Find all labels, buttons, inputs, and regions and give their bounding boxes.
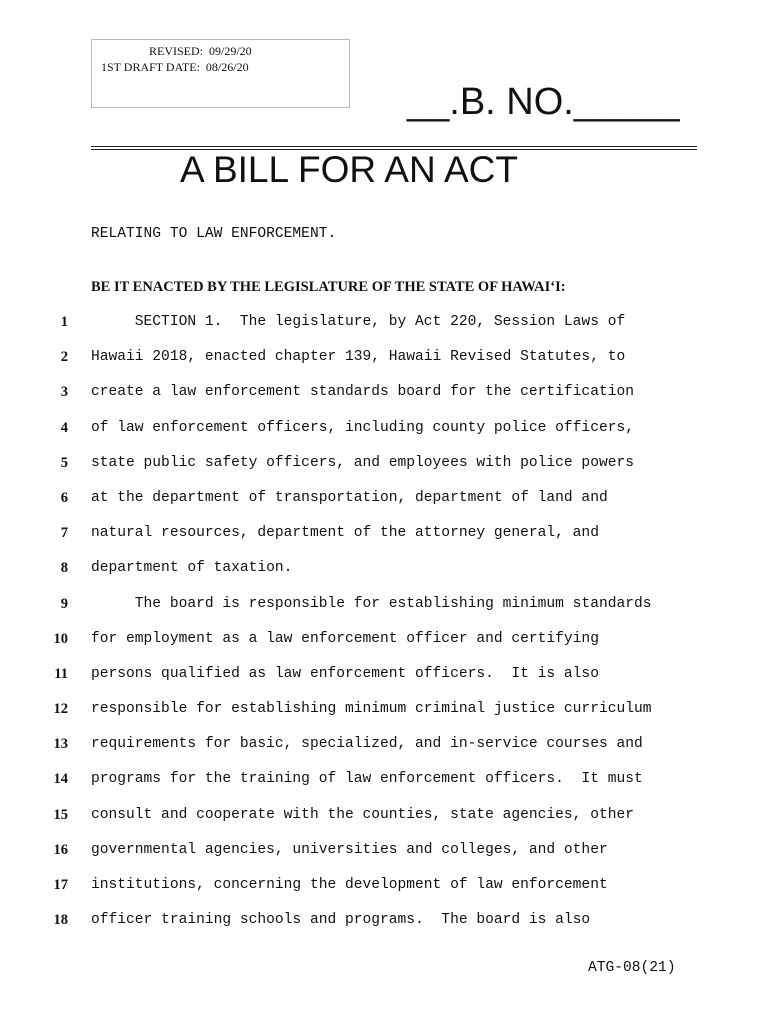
numbered-line xyxy=(0,728,770,763)
line-number: 13 xyxy=(53,736,68,753)
numbered-line xyxy=(0,869,770,904)
numbered-line xyxy=(0,482,770,517)
enacting-clause: BE IT ENACTED BY THE LEGISLATURE OF THE STATE OF HAWAI‘I: xyxy=(91,279,566,295)
line-text: state public safety officers, and employees with police powers xyxy=(91,454,634,471)
line-text: at the department of transportation, department of land and xyxy=(91,489,608,506)
line-number: 6 xyxy=(60,489,68,506)
relating-clause: RELATING TO LAW ENFORCEMENT. xyxy=(91,226,337,242)
numbered-line xyxy=(0,447,770,482)
line-text: requirements for basic, specialized, and in-service courses and xyxy=(91,736,643,753)
numbered-line xyxy=(0,552,770,587)
line-text: of law enforcement officers, including county police officers, xyxy=(91,419,634,436)
line-number: 3 xyxy=(60,384,68,401)
numbered-line xyxy=(0,517,770,552)
line-number: 18 xyxy=(53,912,68,929)
line-number: 10 xyxy=(53,630,68,647)
numbered-line xyxy=(0,341,770,376)
line-text: officer training schools and programs. The board is also xyxy=(91,912,591,929)
line-number: 1 xyxy=(60,314,68,330)
numbered-line xyxy=(0,763,770,798)
line-number: 16 xyxy=(53,841,68,858)
line-number: 8 xyxy=(60,560,68,577)
bill-number: __.B. NO._____ xyxy=(407,81,680,123)
line-number: 9 xyxy=(60,595,68,612)
line-number: 15 xyxy=(53,806,68,823)
first-draft-date: 1ST DRAFT DATE: 08/26/20 xyxy=(101,60,249,74)
line-text: SECTION 1. The legislature, by Act 220, Session Laws of xyxy=(91,314,626,330)
numbered-line xyxy=(0,376,770,411)
numbered-line xyxy=(0,306,770,341)
numbered-line xyxy=(0,658,770,693)
line-text: persons qualified as law enforcement officers. It is also xyxy=(91,665,599,682)
line-number: 4 xyxy=(60,419,68,436)
revised-date: REVISED: 09/29/20 xyxy=(149,44,252,58)
line-text: for employment as a law enforcement officer and certifying xyxy=(91,630,599,647)
line-text: programs for the training of law enforcement officers. It must xyxy=(91,771,643,788)
numbered-line xyxy=(0,904,770,939)
numbered-line xyxy=(0,588,770,623)
line-text: The board is responsible for establishing minimum standards xyxy=(91,595,652,612)
line-number: 7 xyxy=(60,525,68,542)
line-text: department of taxation. xyxy=(91,560,293,577)
line-number: 5 xyxy=(60,454,68,471)
bill-title: A BILL FOR AN ACT xyxy=(180,149,518,190)
line-text: governmental agencies, universities and colleges, and other xyxy=(91,841,608,858)
numbered-line xyxy=(0,412,770,447)
bill-body xyxy=(0,306,770,939)
line-number: 12 xyxy=(53,701,68,718)
line-number: 11 xyxy=(54,665,68,682)
line-text: responsible for establishing minimum criminal justice curriculum xyxy=(91,701,652,718)
document-code: ATG-08(21) xyxy=(588,960,676,976)
line-number: 14 xyxy=(53,771,68,788)
numbered-line xyxy=(0,623,770,658)
line-text: create a law enforcement standards board for the certification xyxy=(91,384,634,401)
line-number: 2 xyxy=(60,349,68,366)
line-text: Hawaii 2018, enacted chapter 139, Hawaii Revised Statutes, to xyxy=(91,349,626,366)
line-number: 17 xyxy=(53,877,68,893)
line-text: institutions, concerning the development of law enforcement xyxy=(91,877,608,893)
numbered-line xyxy=(0,799,770,834)
numbered-line xyxy=(0,693,770,728)
line-text: natural resources, department of the attorney general, and xyxy=(91,525,599,542)
numbered-line xyxy=(0,834,770,869)
line-text: consult and cooperate with the counties, state agencies, other xyxy=(91,806,634,823)
revision-box xyxy=(91,39,350,108)
